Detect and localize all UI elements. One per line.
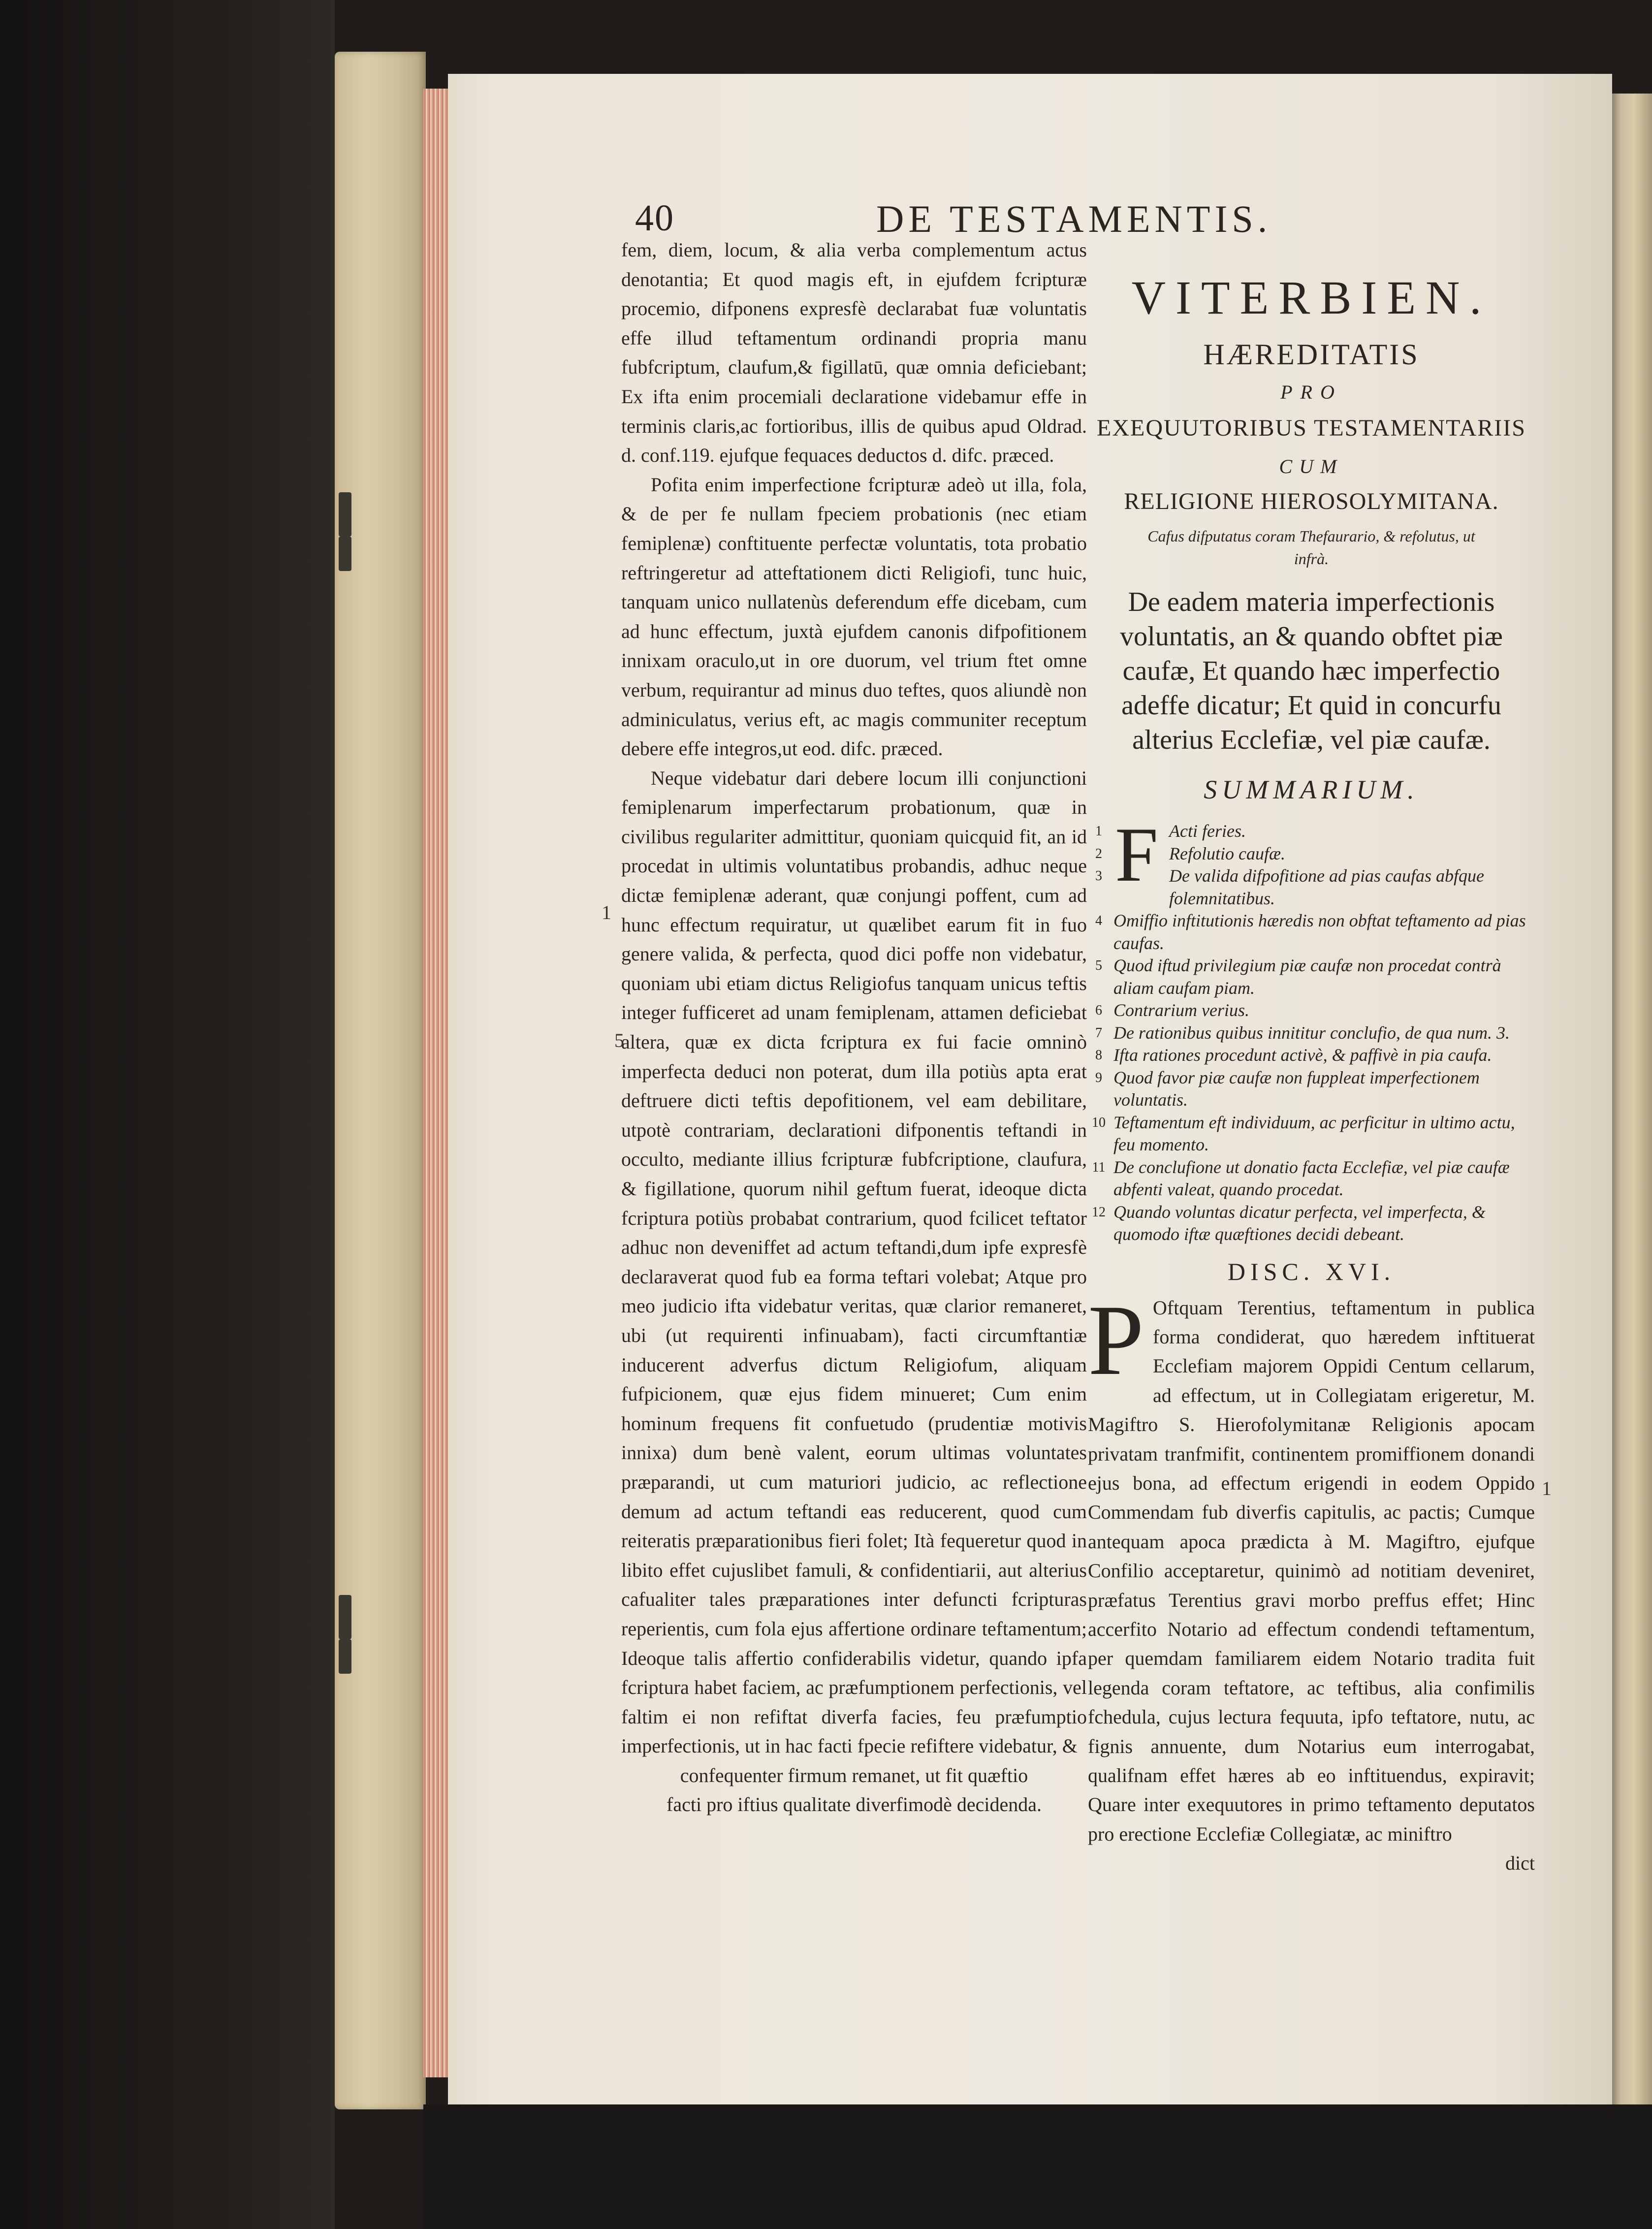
margin-note: 5	[614, 1029, 624, 1051]
case-pro: PRO	[1280, 381, 1342, 403]
item-number: 5	[1095, 958, 1102, 973]
item-number: 4	[1095, 913, 1102, 928]
item-number: 2	[1095, 846, 1102, 861]
paragraph: fem, diem, locum, & alia verba complementum actus denotantia; Et quod magis eft, in ejufdem fcripturæ procemio, difponens expresfè declarabat fuæ voluntatis effe illud teftamentum ordinandi propria manu fubfcriptum, claufum,& figillatū, quæ omnia deficiebant; Ex ifta enim procemiali declaratione videbamur effe in terminis claris,ac fortioribus, illis de quibus apud Oldrad. d. conf.119. ejufque fequaces deductos d. difc. præced.	[621, 239, 1087, 467]
list-item	[1088, 865, 1535, 910]
page-edges	[423, 89, 450, 2077]
item-number: 12	[1092, 1204, 1106, 1220]
page-header	[635, 197, 1570, 241]
margin-note: 1	[602, 901, 611, 923]
item-number: 10	[1092, 1114, 1106, 1130]
item-text: Refolutio caufæ.	[1169, 843, 1285, 863]
binding-clasp	[339, 537, 351, 571]
closing-line: facti pro iftius qualitate diverfimodè decidenda.	[667, 1793, 1042, 1816]
list-item	[1088, 1201, 1535, 1246]
left-column	[621, 235, 1087, 1819]
item-number: 6	[1095, 1003, 1102, 1018]
list-item	[1088, 1156, 1535, 1201]
paragraph: Pofita enim imperfectione fcripturæ adeò ut illa, fola, & de per fe nullam fpeciem probationis (nec etiam femiplenæ) conftituente perfectæ voluntatis, tota probatio reftringeretur ad atteftationem dicti Religiofi, tunc huic, tanquam unico nullatenùs deferendum effe dicebam, cum ad hunc effectum, juxtà ejufdem canonis difpofitionem innixam oraculo,ut in ore duorum, vel trium ftet omne verbum, requirantur ad minus duo teftes, quos aliundè non adminiculatus, verius eft, ac magis communiter receptum debere effe integros,ut eod. difc. præced.	[621, 473, 1087, 760]
item-number: 7	[1095, 1025, 1102, 1041]
margin-note: 1	[1542, 1477, 1552, 1499]
summarium-title: SUMMARIUM.	[1204, 775, 1419, 804]
list-item	[1088, 999, 1535, 1022]
list-item	[1088, 820, 1535, 843]
summary-list	[1088, 812, 1535, 1246]
binding-clasp	[339, 492, 351, 537]
background-bottom	[423, 2104, 1652, 2229]
drop-cap-p: P	[1088, 1284, 1144, 1396]
item-number: 1	[1095, 824, 1102, 839]
item-number: 9	[1095, 1070, 1102, 1085]
running-title: DE TESTAMENTIS.	[876, 197, 1272, 240]
list-item	[1088, 955, 1535, 999]
list-item	[1088, 1112, 1535, 1156]
discourse-title: DISC. XVI.	[1227, 1257, 1396, 1285]
list-item	[1088, 1044, 1535, 1067]
item-text: Quod iftud privilegium piæ caufæ non procedat contrà aliam caufam piam.	[1113, 955, 1501, 998]
closing-line: confequenter firmum remanet, ut fit quæftio	[680, 1764, 1028, 1786]
item-number: 11	[1092, 1159, 1106, 1175]
body-text	[1088, 1284, 1535, 1849]
case-subtitle: HÆREDITATIS	[1203, 338, 1420, 371]
case-opponent: RELIGIONE HIEROSOLYMITANA.	[1124, 488, 1499, 514]
item-number: 8	[1095, 1048, 1102, 1063]
background-left	[0, 0, 335, 2229]
item-text: Acti feries.	[1169, 821, 1246, 841]
case-cum: CUM	[1279, 455, 1344, 478]
catchword: dict	[1505, 1852, 1535, 1875]
item-text: Omiffio inftitutionis hæredis non obftat teftamento ad pias caufas.	[1113, 911, 1526, 953]
book-binding	[335, 52, 426, 2109]
case-note: Cafus difputatus coram Thefaurario, & refolutus, ut infrà.	[1147, 527, 1475, 568]
item-number: 3	[1095, 868, 1102, 884]
section-heading: De eadem materia imperfectionis voluntatis, an & quando obftet piæ caufæ, Et quando hæc imperfectio adeffe dicatur; Et quid in concurfu alterius Ecclefiæ, vel piæ caufæ.	[1120, 587, 1503, 755]
list-item	[1088, 843, 1535, 865]
item-text: Quando voluntas dicatur perfecta, vel imperfecta, & quomodo iftæ quæftiones decidi debeant.	[1113, 1202, 1486, 1244]
case-title: VITERBIEN.	[1131, 271, 1492, 324]
facing-page-edge	[1607, 94, 1652, 2122]
binding-clasp	[339, 1595, 351, 1639]
item-text: De conclufione ut donatio facta Ecclefiæ, vel piæ caufæ abfenti valeat, quando procedat.	[1113, 1157, 1510, 1199]
list-item	[1088, 1022, 1535, 1045]
item-text: De rationibus quibus innititur conclufio, de qua num. 3.	[1113, 1022, 1510, 1043]
item-text: Teftamentum eft individuum, ac perficitur in ultimo actu, feu momento.	[1113, 1112, 1515, 1154]
list-item	[1088, 1067, 1535, 1112]
body-paragraph: Oftquam Terentius, teftamentum in publica forma condiderat, quo hæredem inftituerat Ecclefiam majorem Oppidi Centum cellarum, ad effectum, ut in Collegiatam erigeretur, M. Magiftro S. Hierofolymitanæ Religionis apocam privatam tranfmifit, continentem promiffionem donandi ejus bona, ad effectum erigendi in eodem Oppido Commendam fub diverfis capitulis, ac pactis; Cumque antequam apoca prædicta à M. Magiftro, ejufque Confilio acceptaretur, quinimò ad notitiam deveniret, præfatus Terentius gravi morbo preffus effet; Hinc accerfito Notario ad effectum condendi teftamentum, per quemdam familiarem eidem Notario tradita fuit legenda coram teftatore, ac teftibus, alia confimilis fchedula, cujus lectura fequuta, ipfo teftatore, nutu, ac fignis annuente, dum Notarius eum interrogabat, qualifnam effet hæres ab eo inftituendus, expiravit; Quare inter exequutores in primo teftamento deputatos pro erectione Ecclefiæ Collegiatæ, ac miniftro	[1088, 1296, 1535, 1845]
item-text: De valida difpofitione ad pias caufas abfque folemnitatibus.	[1169, 866, 1484, 908]
item-text: Ifta rationes procedunt activè, & paffivè in pia caufa.	[1113, 1045, 1492, 1065]
drop-cap-f: F	[1115, 812, 1158, 898]
list-item	[1088, 910, 1535, 955]
page-number: 40	[635, 197, 674, 239]
right-column	[1088, 261, 1535, 1878]
paragraph: Neque videbatur dari debere locum illi conjunctioni femiplenarum imperfectarum probationum, quæ in civilibus regulariter admittitur, quoniam quicquid fit, an id procedat in ultimis voluntatibus probandis, adhuc neque dictæ femiplenæ aderant, quæ conjungi poffent, cum ad hunc effectum requiratur, ut quælibet earum fit in fuo genere valida, & perfecta, quod dici poffe non videbatur, quoniam ubi etiam dictus Religiofus tanquam unicus teftis integer fufficeret ad unam femiplenam, attamen deficiebat altera, quæ ex dicta fcriptura ex fui facie omninò imperfecta deduci non poterat, dum illa potiùs apta erat deftruere dicti teftis depofitionem, vel eam debilitare, utpotè contrariam, declarationi difponentis teftandi in occulto, mediante illius fcripturæ fubfcriptione, claufura, & figillatione, quorum nihil geftum fuerat, ideoque dicta fcriptura potiùs probabat contrarium, quod fcilicet teftator adhuc non deveniffet ad actum teftandi,dum ipfe expresfè declaraverat quod fub ea forma teftari volebat; Atque pro meo judicio ifta videbatur veritas, quæ clarior remaneret, ubi (ut requirenti infinuabam), facti circumftantiæ inducerent adverfus dictum Religiofum, aliquam fufpicionem, quæ ejus fidem minueret; Cum enim hominum frequens fit confuetudo (prudentiæ motivis innixa) dum benè valent, eorum ultimas voluntates præparandi, ut cum maturiori judicio, ac reflectione demum ad actum teftandi eas reducerent, quod cum reiteratis præparationibus fieri folet; Ità fequeretur quod in libito effet cujuslibet famuli, & confidentiarii, aut alterius cafualiter tales præparationes inter defuncti fcripturas reperientis, cum fola ejus affertione ordinare teftamentum; Ideoque talis affertio confiderabilis videtur, quando ipfa fcriptura habet faciem, ac præfumptionem perfectionis, vel faltim ei non refiftat diverfa facies, feu præfumptio imperfectionis, ut in hac facti fpecie refiftere videbatur, &	[621, 766, 1087, 1757]
item-text: Contrarium verius.	[1113, 1000, 1250, 1020]
binding-clasp	[339, 1639, 351, 1674]
item-text: Quod favor piæ caufæ non fuppleat imperfectionem voluntatis.	[1113, 1067, 1480, 1110]
case-parties: EXEQUUTORIBUS TESTAMENTARIIS	[1097, 415, 1526, 441]
